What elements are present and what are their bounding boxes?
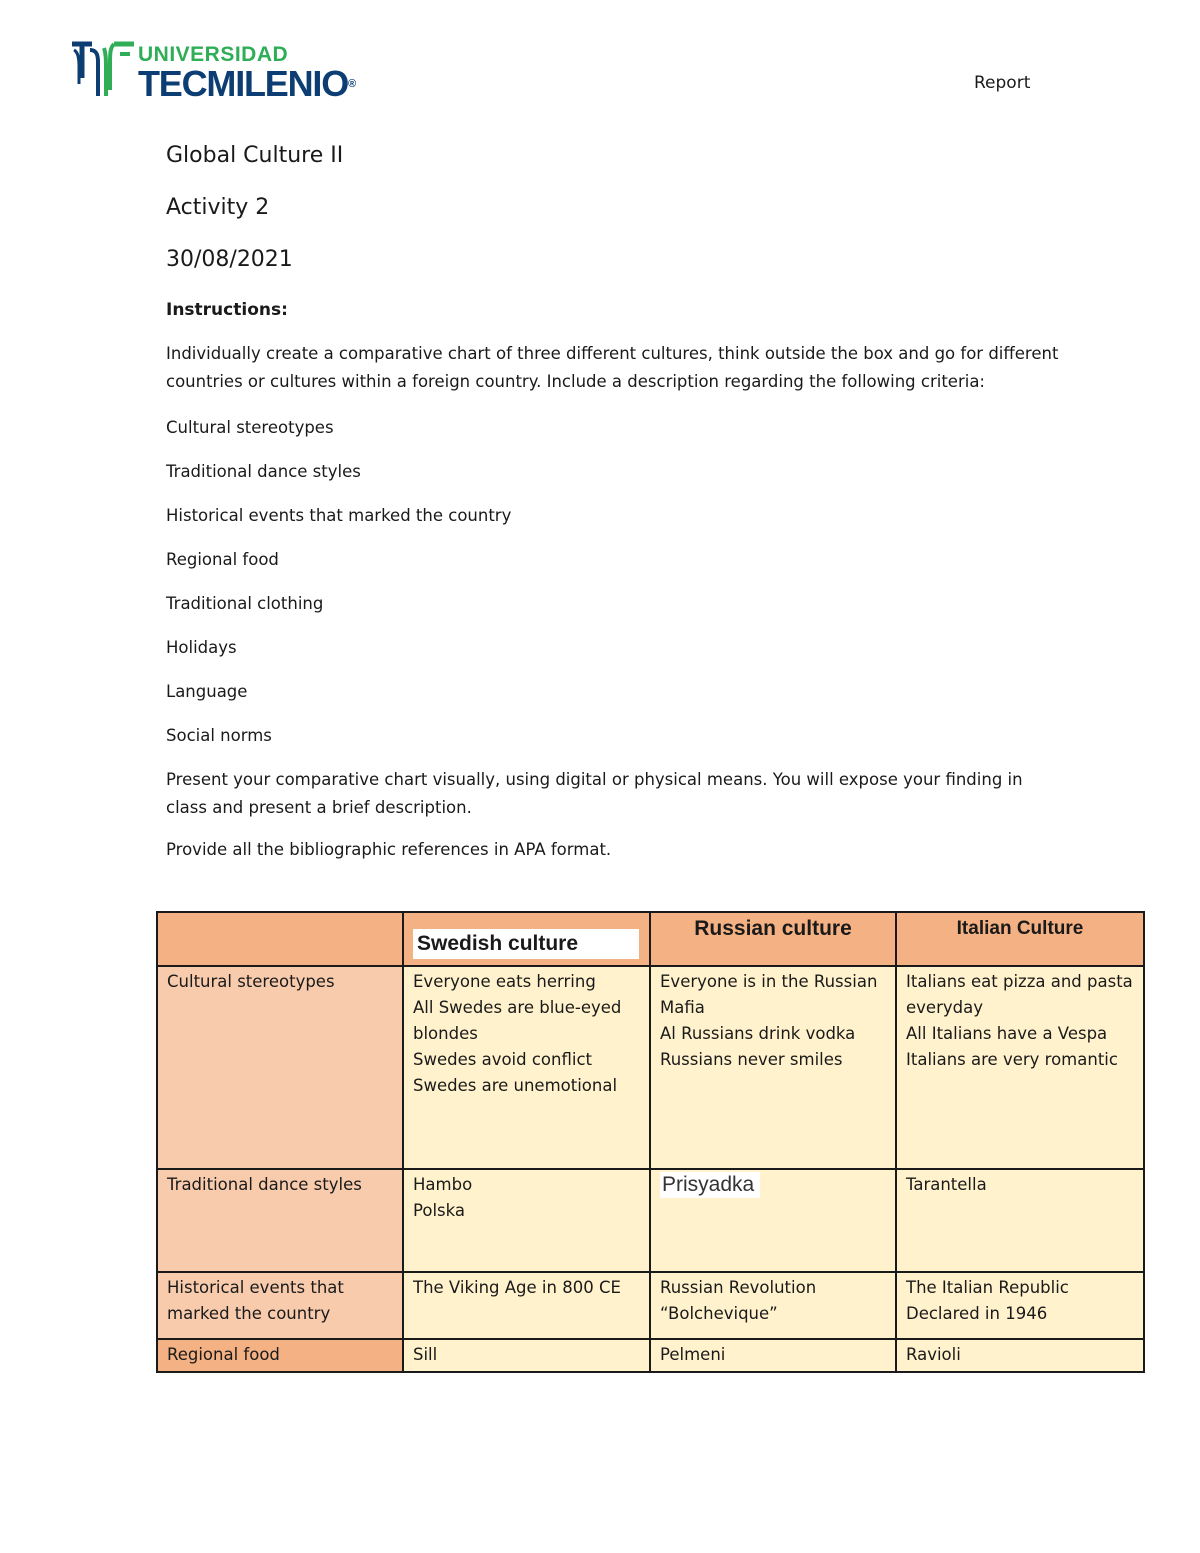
criterion-item: Traditional dance styles — [166, 462, 361, 481]
cell-italian — [896, 1339, 1144, 1372]
cell-line: Swedes avoid conflict — [413, 1050, 593, 1069]
row-label: Regional food — [157, 1339, 403, 1372]
header-swedish — [403, 912, 650, 966]
university-logo — [70, 40, 357, 104]
cell-russian — [650, 1272, 896, 1339]
cell-line: Everyone is in the Russian Mafia — [660, 972, 878, 1017]
table-row — [157, 1272, 1144, 1339]
document-body — [166, 140, 1066, 862]
cell-line: Italians are very romantic — [906, 1050, 1118, 1069]
report-label: Report — [974, 73, 1031, 93]
cell-line: The Italian Republic Declared in 1946 — [906, 1278, 1069, 1323]
cell-swedish — [403, 1169, 650, 1272]
table-row — [157, 1339, 1144, 1372]
cell-line: Hambo — [413, 1175, 473, 1194]
cell-line: Swedes are unemotional — [413, 1076, 618, 1095]
criterion-item: Regional food — [166, 550, 279, 569]
logo-tecmilenio — [138, 63, 357, 104]
header-russian-label: Russian culture — [694, 917, 852, 940]
criterion-item: Cultural stereotypes — [166, 418, 334, 437]
course-title: Global Culture II — [166, 143, 344, 168]
cell-line: Everyone eats herring — [413, 972, 596, 991]
header-swedish-label: Swedish culture — [413, 929, 639, 959]
table-row — [157, 1169, 1144, 1272]
references-instructions: Provide all the bibliographic references in APA format. — [166, 840, 612, 859]
criterion-item: Traditional clothing — [166, 594, 324, 613]
table-row — [157, 966, 1144, 1169]
cell-line: “Bolchevique” — [660, 1304, 778, 1323]
cell-line: Polska — [413, 1201, 466, 1220]
header-italian-label: Italian Culture — [956, 918, 1084, 939]
cell-italian — [896, 1272, 1144, 1339]
cell-russian — [650, 1169, 896, 1272]
criterion-item: Social norms — [166, 726, 272, 745]
header-russian — [650, 912, 896, 966]
present-instructions: Present your comparative chart visually, using digital or physical means. You will expose your finding in class and present a brief description. — [166, 770, 1023, 817]
criterion-item: Historical events that marked the country — [166, 506, 512, 525]
cell-line: Pelmeni — [660, 1345, 726, 1364]
logo-registered-mark: ® — [348, 78, 357, 90]
logo-tecmilenio-word: TECMILENIO — [138, 63, 348, 104]
cell-line: Russians never smiles — [660, 1050, 843, 1069]
cell-line: All Italians have a Vespa — [906, 1024, 1108, 1043]
cell-swedish — [403, 1272, 650, 1339]
table-header-row — [157, 912, 1144, 966]
cell-russian — [650, 966, 896, 1169]
instructions-heading: Instructions: — [166, 300, 288, 320]
instructions-intro: Individually create a comparative chart of three different cultures, think outside the box and go for different countries or cultures within a foreign country. Include a description regarding the following criteria: — [166, 344, 1059, 391]
cell-italian — [896, 966, 1144, 1169]
header-empty-cell — [157, 912, 403, 966]
row-label: Historical events that marked the country — [157, 1272, 403, 1339]
cell-line: All Swedes are blue-eyed blondes — [413, 998, 622, 1043]
cell-line: The Viking Age in 800 CE — [413, 1278, 621, 1297]
comparative-chart — [156, 911, 1145, 1373]
cell-line: Ravioli — [906, 1345, 961, 1364]
cell-line: Tarantella — [906, 1175, 987, 1194]
cell-swedish — [403, 1339, 650, 1372]
cell-line: Prisyadka — [660, 1172, 760, 1198]
logo-universidad: UNIVERSIDAD — [138, 43, 289, 66]
row-label: Traditional dance styles — [157, 1169, 403, 1272]
date: 30/08/2021 — [166, 247, 293, 272]
criterion-item: Language — [166, 682, 248, 701]
cell-russian — [650, 1339, 896, 1372]
tecmilenio-logo-icon — [70, 40, 136, 98]
logo-text — [138, 40, 357, 104]
cell-italian — [896, 1169, 1144, 1272]
header-italian — [896, 912, 1144, 966]
row-label: Cultural stereotypes — [157, 966, 403, 1169]
criterion-item: Holidays — [166, 638, 237, 657]
activity-title: Activity 2 — [166, 195, 270, 220]
cell-line: Italians eat pizza and pasta everyday — [906, 972, 1133, 1017]
cell-line: Al Russians drink vodka — [660, 1024, 856, 1043]
cell-swedish — [403, 966, 650, 1169]
cell-line: Russian Revolution — [660, 1278, 817, 1297]
cell-line: Sill — [413, 1345, 438, 1364]
